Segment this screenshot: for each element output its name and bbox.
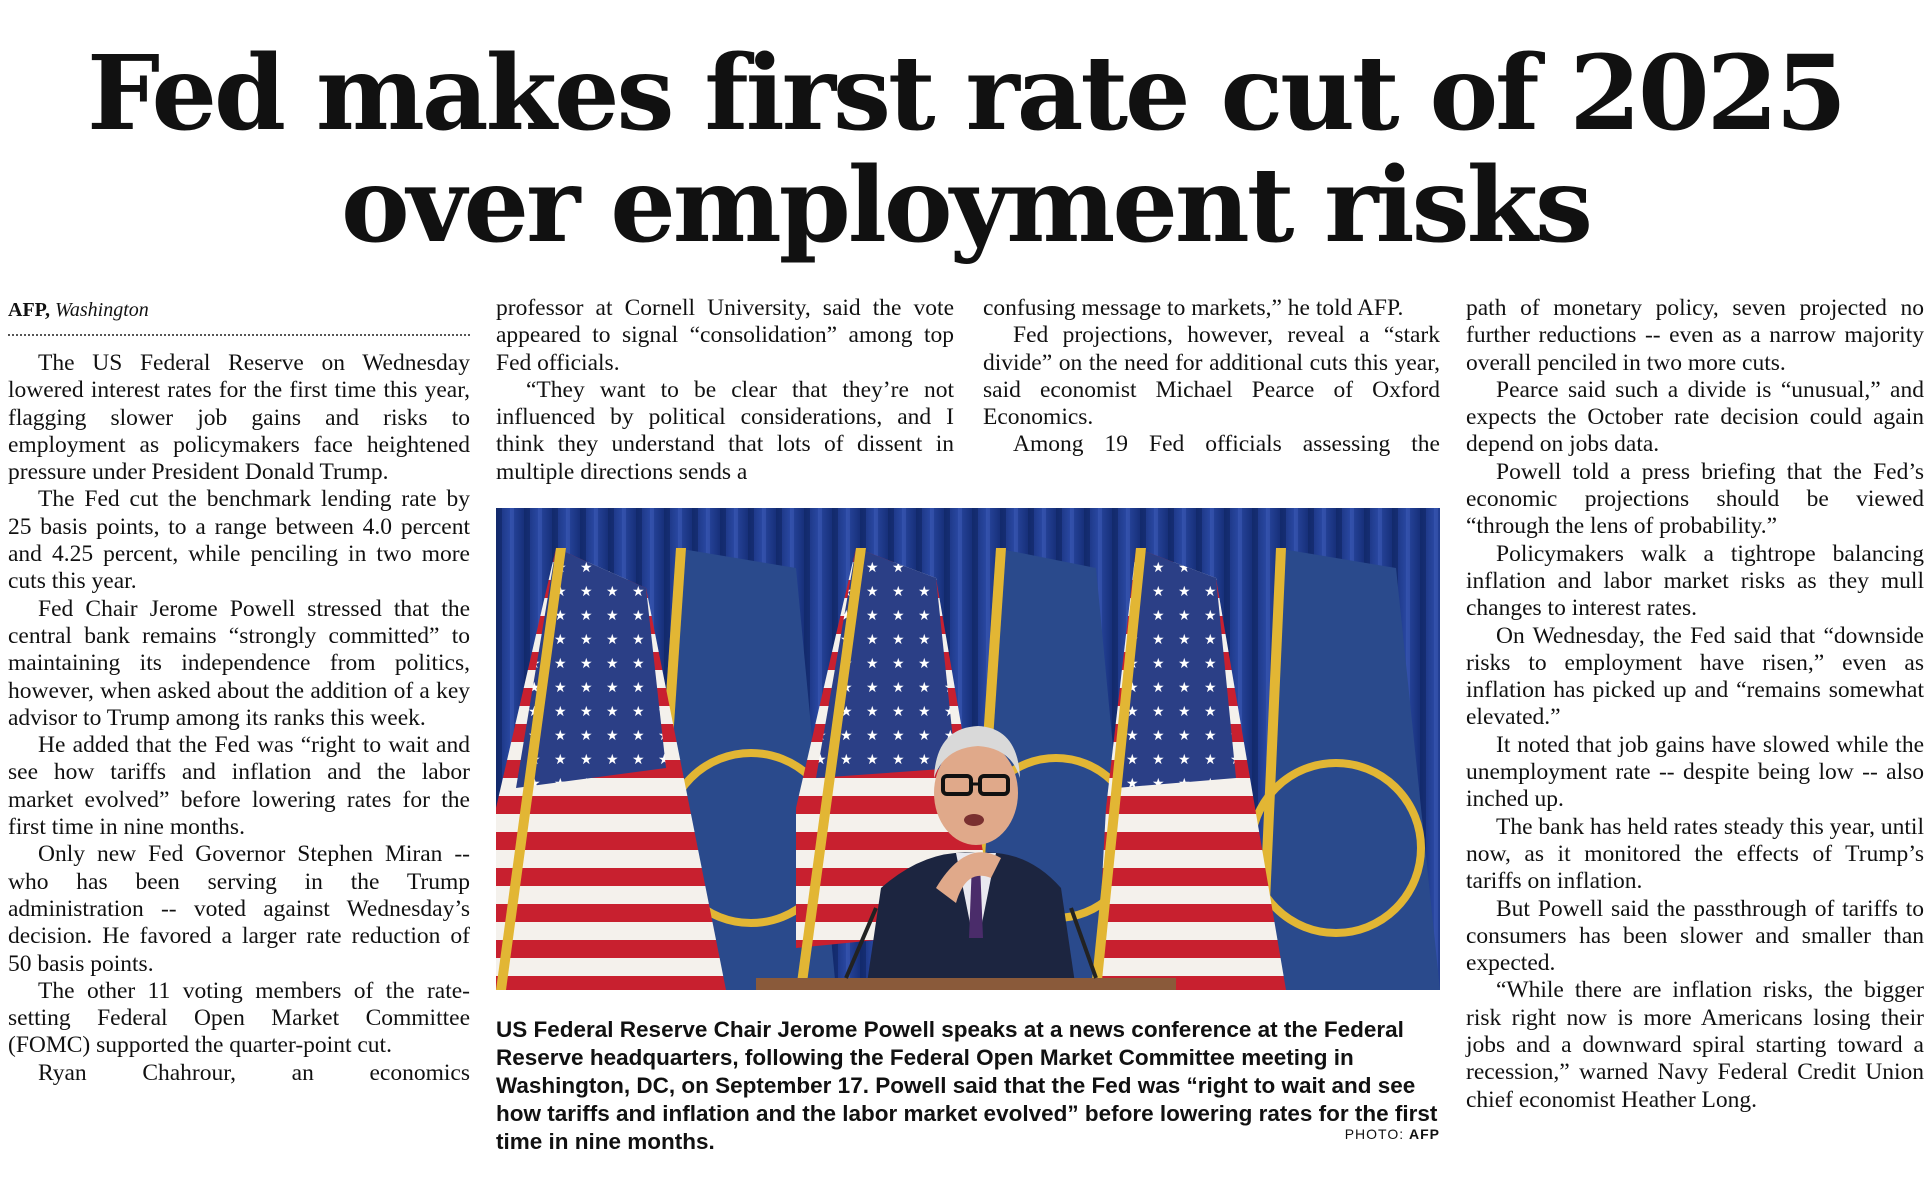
paragraph: “While there are inflation risks, the bigger risk right now is more Americans losing their jobs and a downward spiral starting toward a recession,” warned Navy Federal Credit Union chief economist Heather Long.	[1466, 977, 1924, 1113]
photo-credit-source: AFP	[1409, 1126, 1440, 1142]
paragraph: On Wednesday, the Fed said that “downside risks to employment have risen,” even as inflation has picked up and “remains somewhat elevated.”	[1466, 622, 1924, 731]
news-photo	[496, 508, 1440, 990]
article-column-2	[496, 295, 954, 486]
paragraph: path of monetary policy, seven projected no further reductions -- even as a narrow majority overall penciled in two more cuts.	[1466, 295, 1924, 376]
paragraph: Only new Fed Governor Stephen Miran -- who has been serving in the Trump administration -- voted against Wednesday’s decision. He favored a larger rate reduction of 50 basis points.	[8, 841, 470, 977]
paragraph: professor at Cornell University, said the vote appeared to signal “consolidation” among top Fed officials.	[496, 295, 954, 376]
paragraph: The bank has held rates steady this year, until now, as it monitored the effects of Trump’s tariffs on inflation.	[1466, 813, 1924, 895]
article-column-4	[1466, 295, 1924, 1114]
paragraph: The other 11 voting members of the rate-setting Federal Open Market Committee (FOMC) supported the quarter-point cut.	[8, 977, 470, 1059]
paragraph: Fed Chair Jerome Powell stressed that the central bank remains “strongly committed” to maintaining its independence from politics, however, when asked about the addition of a key advisor to Trump among its ranks this week.	[8, 595, 470, 731]
paragraph: The US Federal Reserve on Wednesday lowered interest rates for the first time this year, flagging slower job gains and risks to employment as policymakers face heightened pressure under President Donald Trump.	[8, 350, 470, 486]
paragraph: It noted that job gains have slowed while the unemployment rate -- despite being low -- also inched up.	[1466, 731, 1924, 813]
photo-credit-label: PHOTO:	[1344, 1126, 1405, 1142]
byline	[8, 298, 470, 336]
byline-agency: AFP,	[8, 299, 51, 321]
paragraph: Policymakers walk a tightrope balancing inflation and labor market risks as they mull changes to interest rates.	[1466, 540, 1924, 622]
podium	[756, 978, 1176, 990]
byline-place: Washington	[55, 299, 149, 321]
paragraph: Among 19 Fed officials assessing the	[1013, 431, 1440, 458]
paragraph: Powell told a press briefing that the Fed’s economic projections should be viewed “through the lens of probability.”	[1466, 458, 1924, 540]
headline	[0, 33, 1931, 266]
headline-line-2: over employment risks	[341, 145, 1590, 266]
article-column-1	[8, 350, 470, 1087]
article-column-3	[983, 295, 1440, 459]
paragraph: confusing message to markets,” he told AFP.	[983, 295, 1404, 321]
photo-caption: US Federal Reserve Chair Jerome Powell speaks at a news conference at the Federal Reserve headquarters, following the Federal Open Market Committee meeting in Washington, DC, on September 17. Powell said that the Fed was “right to wait and see how tariffs and inflation and the labor market evolved” before lowering rates for the first time in nine months.	[496, 1017, 1438, 1154]
paragraph: Fed projections, however, reveal a “stark divide” on the need for additional cuts this year, said economist Michael Pearce of Oxford Economics.	[983, 322, 1440, 431]
photo-credit	[1330, 1126, 1440, 1142]
paragraph: “They want to be clear that they’re not influenced by political considerations, and I think they understand that lots of dissent in multiple directions sends a	[496, 376, 954, 485]
paragraph: But Powell said the passthrough of tariffs to consumers has been slower and smaller than expected.	[1466, 895, 1924, 977]
paragraph: He added that the Fed was “right to wait and see how tariffs and inflation and the labor market evolved” before lowering rates for the first time in nine months.	[8, 732, 470, 841]
photo-illustration	[496, 508, 1440, 990]
paragraph: Ryan Chahrour, an economics	[38, 1059, 470, 1086]
paragraph: The Fed cut the benchmark lending rate by 25 basis points, to a range between 4.0 percent and 4.25 percent, while penciling in two more cuts this year.	[8, 486, 470, 595]
headline-line-1: Fed makes first rate cut of 2025	[86, 33, 1845, 154]
paragraph: Pearce said such a divide is “unusual,” and expects the October rate decision could again depend on jobs data.	[1466, 376, 1924, 458]
